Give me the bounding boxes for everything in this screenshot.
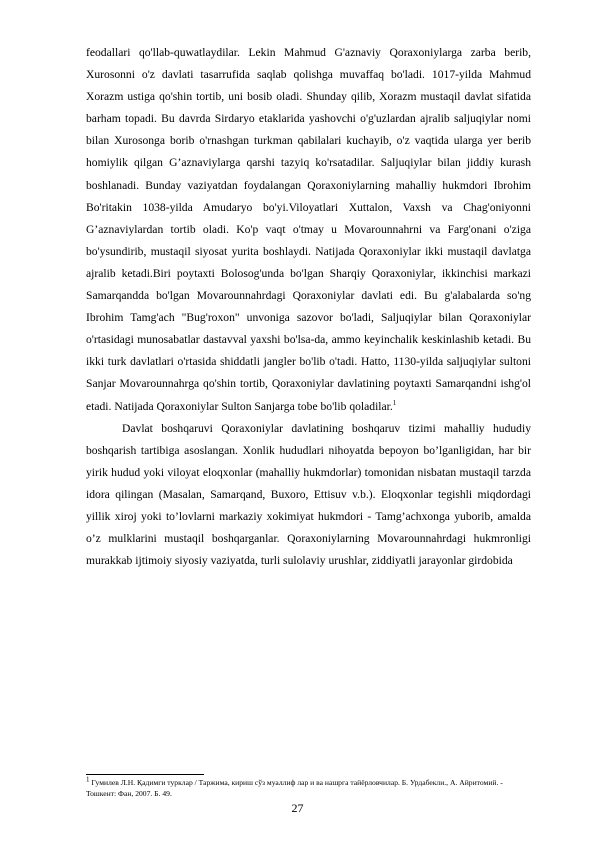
footnote-reference[interactable]: 1 xyxy=(392,398,397,407)
paragraph-1 xyxy=(86,42,531,418)
page-number: 27 xyxy=(291,801,304,815)
footnote-number: 1 xyxy=(86,775,90,784)
footnote-divider xyxy=(86,774,204,775)
paragraph-2: Davlat boshqaruvi Qoraxoniylar davlatining boshqaruv tizimi mahalliy hududiy boshqarish tartibiga asoslangan. Xonlik hududlari nihoyatda bepoyon bo’lganligidan, har bir yirik hudud yoki viloyat eloqxonlar (mahalliy hukmdorlar) tomonidan nisbatan mustaqil tarzda idora qilingan (Masalan, Samarqand, Buxoro, Ettisuv v.b.). Eloqxonlar tegishli miqdordagi yillik xiroj yoki to’lovlarni markaziy xokimiyat hukmdori - Tamg’achxonga yuborib, amalda o’z mulklarini mustaqil boshqarganlar. Qoraxoniylarning Movarounnahrdagi hukmronligi murakkab ijtimoiy siyosiy vaziyatda, turli sulolaviy urushlar, ziddiyatli jarayonlar girdobida xyxy=(86,421,531,568)
footnote-text: Гумилев Л.Н. Қадимги турклар / Таржима, кириш сўз муаллиф лар и ва нашрга тайёрловчилар. Б. Урдабекли., А. Айритомий. - Тошкент: Фан, 2007. Б. 49. xyxy=(86,778,503,798)
page-body xyxy=(86,42,531,572)
footnote xyxy=(86,777,531,799)
paragraph-1-text: feodallari qo'llab-quwatlaydilar. Lekin Mahmud G'aznaviy Qoraxoniylarga zarba berib, Xurosonni o'z davlati tasarrufida saqlab qolishga muvaffaq bo'ladi. 1017-yilda Mahmud Xorazm ustiga qo'shin tortib, uni bosib oladi. Shunday qilib, Xorazm mustaqil davlat sifatida barham topadi. Bu davrda Sirdaryo etaklarida yashovchi o'g'uzlardan ajralib saljuqiylar nomi bilan Xurosonga borib o'rnashgan turkman qabilalari kuchayib, o'z vaqtida ularga yer berib homiylik qilgan G’aznaviylarga qarshi tazyiq ko'rsatadilar. Saljuqiylar bilan jiddiy kurash boshlanadi. Bunday vaziyatdan foydalangan Qoraxoniylarning mahalliy hukmdori Ibrohim Bo'ritakin 1038-yilda Amudaryo bo'yi.Viloyatlari Xuttalon, Vaxsh va Chag'oniyonni G’aznaviylardan tortib oladi. Ko'p vaqt o'tmay u Movarounnahrni va Farg'onani o'ziga bo'ysundirib, mustaqil siyosat yurita boshlaydi. Natijada Qoraxoniylar ikki mustaqil davlatga ajralib ketadi.Biri poytaxti Bolosog'unda bo'lgan Sharqiy Qoraxoniylar, ikkinchisi markazi Samarqandda bo'lgan Movarounnahrdagi Qoraxoniylar davlati edi. Bu g'alabalarda so'ng Ibrohim Tamg'ach "Bug'roxon" unvoniga sazovor bo'ladi, Saljuqiylar bilan Qoraxoniylar o'rtasidagi munosabatlar dastavval yaxshi bo'lsa-da, ammo keyinchalik keskinlashib ketadi. Bu ikki turk davlatlari o'rtasida shiddatli jangler bo'lib o'tadi. Hatto, 1130-yilda saljuqiylar sultoni Sanjar Movarounnahrga qo'shin tortib, Qoraxoniylar davlatining poytaxti Samarqandni ishg'ol etadi. Natijada Qoraxoniylar Sulton Sanjarga tobe bo'lib qoladilar. xyxy=(86,46,531,413)
